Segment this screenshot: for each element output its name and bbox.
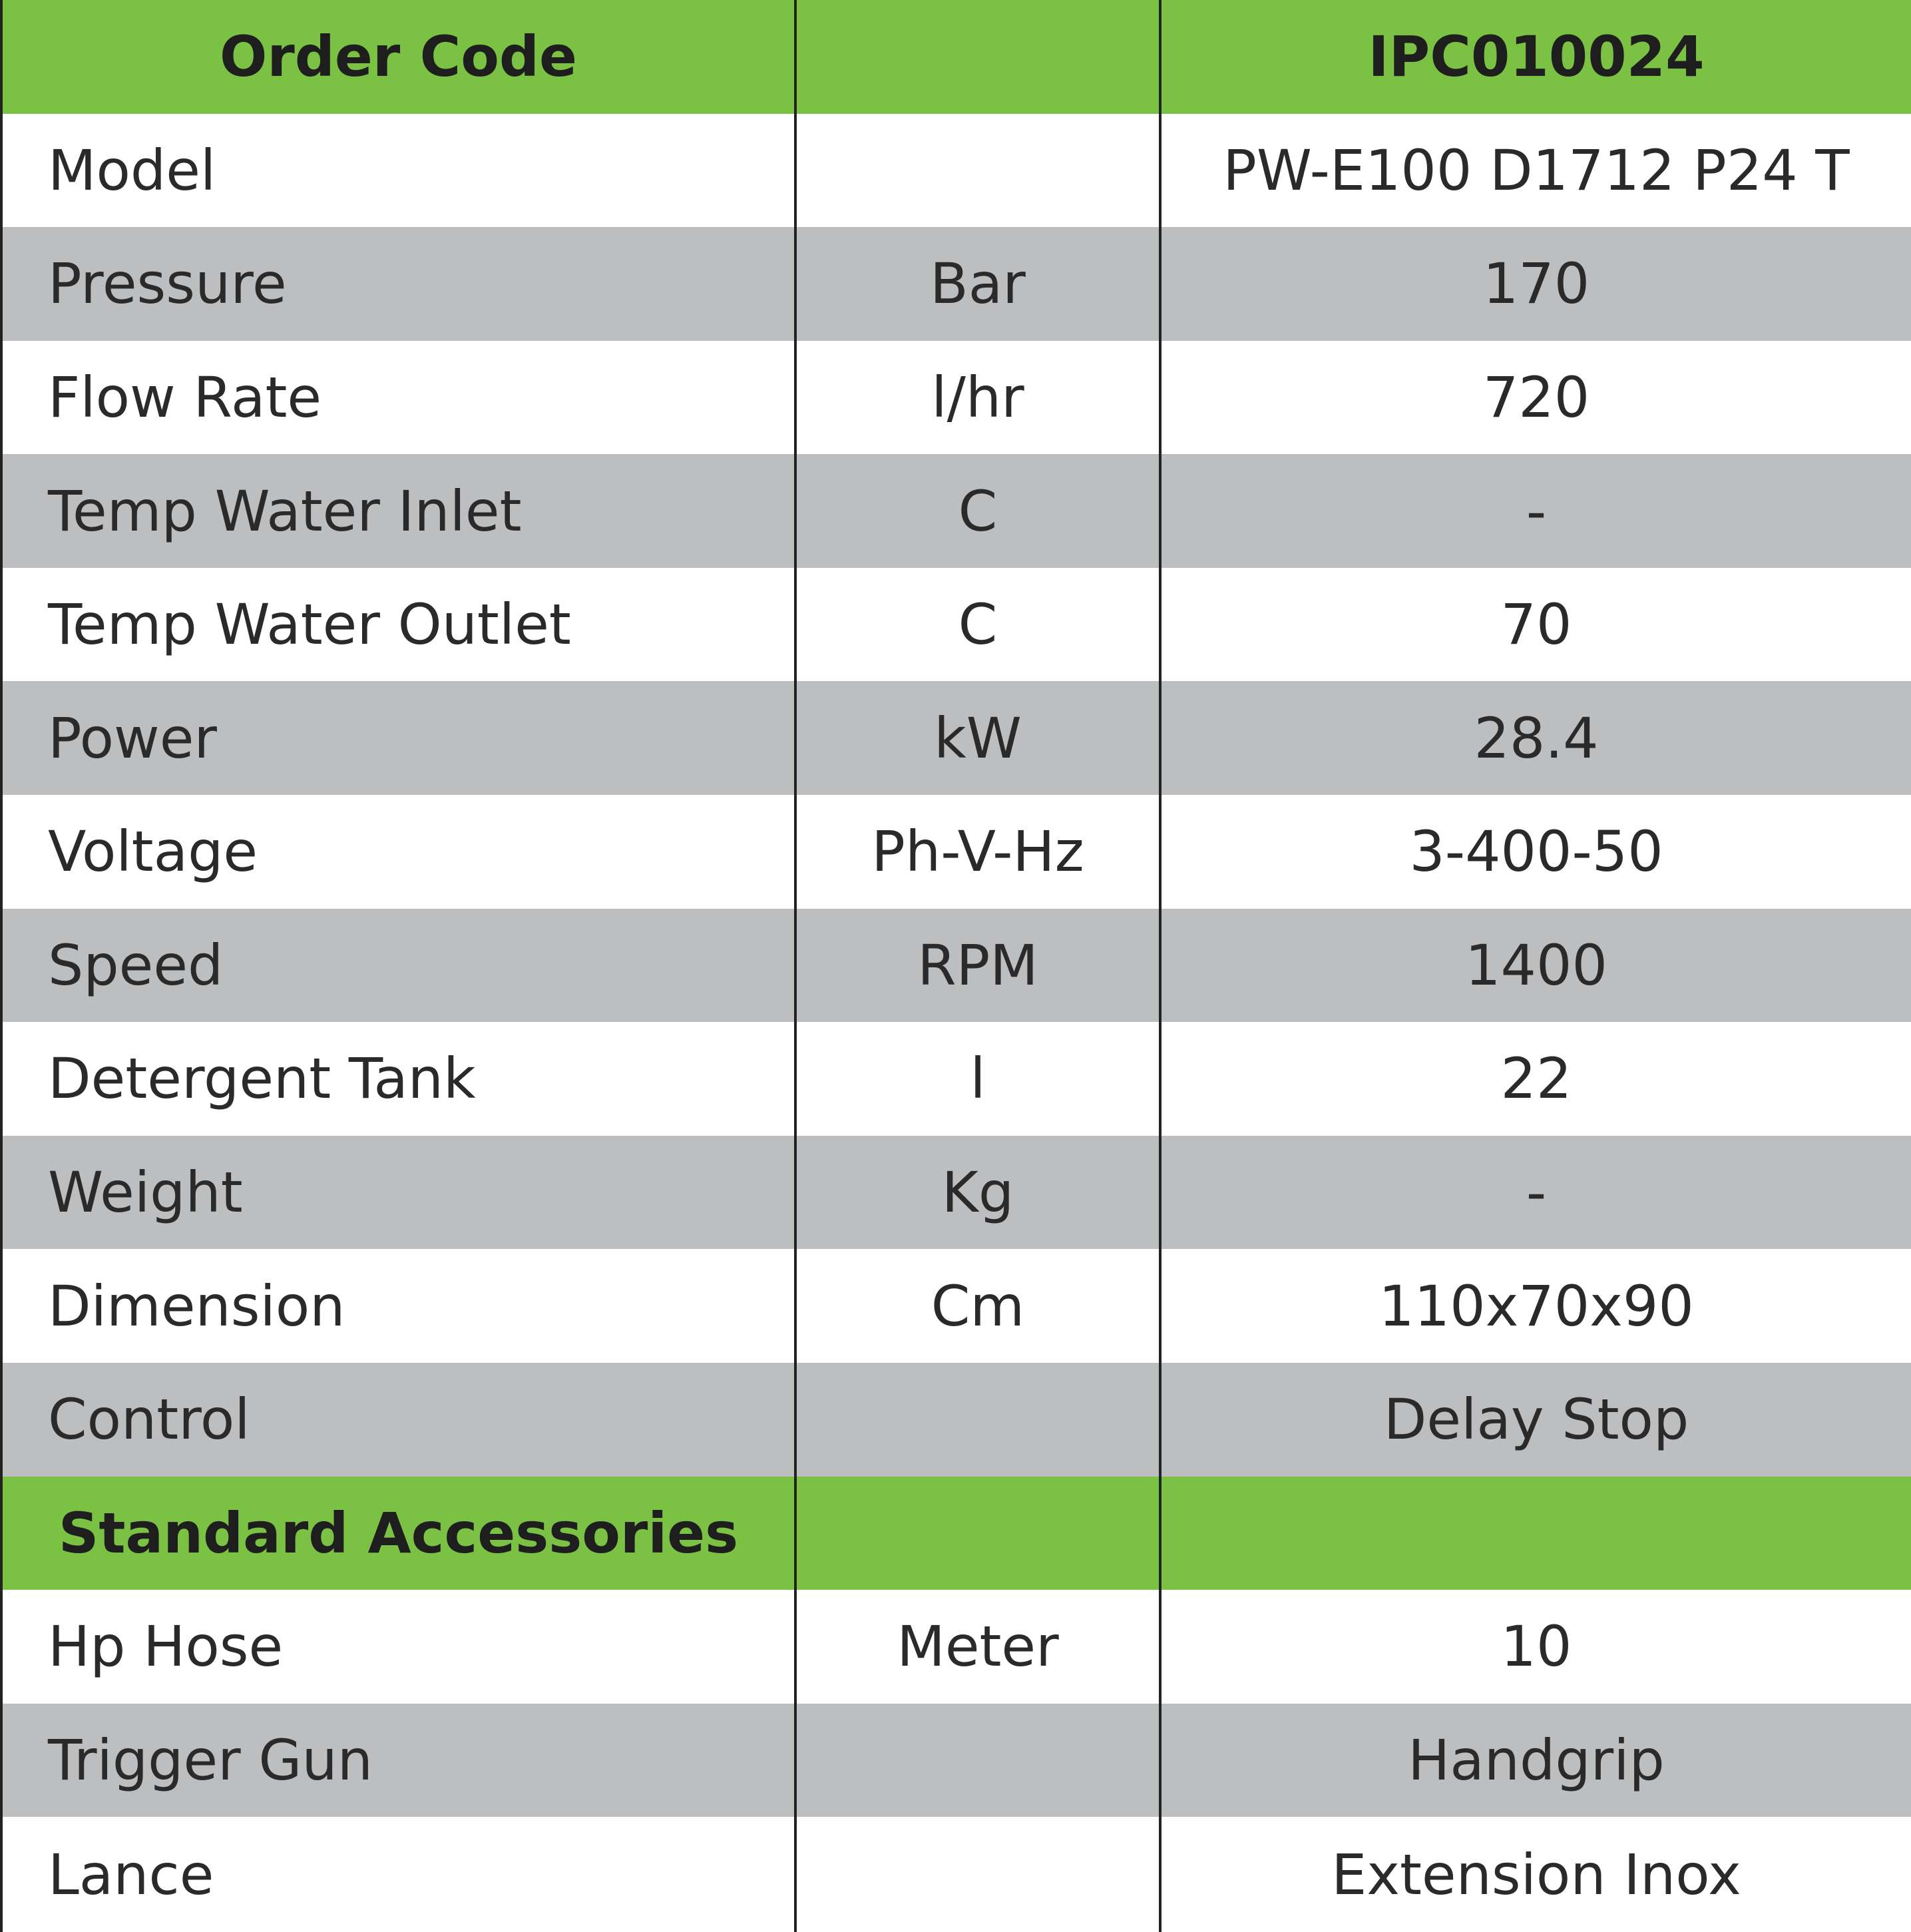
param-name: Speed xyxy=(1,909,795,1023)
accessory-value: Handgrip xyxy=(1160,1704,1911,1817)
param-name: Control xyxy=(1,1363,795,1477)
param-value: 720 xyxy=(1160,341,1911,455)
param-unit: kW xyxy=(795,681,1160,795)
accessory-name: Lance xyxy=(1,1817,795,1932)
spec-row-control xyxy=(1,1363,1911,1477)
spec-row-speed xyxy=(1,909,1911,1023)
param-unit xyxy=(795,114,1160,228)
standard-accessories-header-row xyxy=(1,1477,1911,1590)
param-name: Model xyxy=(1,114,795,228)
spec-row-pressure xyxy=(1,227,1911,341)
param-name: Flow Rate xyxy=(1,341,795,455)
spec-row-temp-water-inlet xyxy=(1,454,1911,568)
param-value: 110x70x90 xyxy=(1160,1249,1911,1363)
param-value: 3-400-50 xyxy=(1160,795,1911,909)
param-value: 22 xyxy=(1160,1022,1911,1136)
param-unit: Cm xyxy=(795,1249,1160,1363)
param-name: Temp Water Outlet xyxy=(1,568,795,682)
param-name: Dimension xyxy=(1,1249,795,1363)
param-value: 70 xyxy=(1160,568,1911,682)
param-name: Power xyxy=(1,681,795,795)
accessory-row-hp-hose xyxy=(1,1590,1911,1704)
accessory-name: Trigger Gun xyxy=(1,1704,795,1817)
spec-row-temp-water-outlet xyxy=(1,568,1911,682)
param-value: - xyxy=(1160,454,1911,568)
spec-row-voltage xyxy=(1,795,1911,909)
param-unit: Bar xyxy=(795,227,1160,341)
accessory-row-lance xyxy=(1,1817,1911,1932)
order-code-value: IPC010024 xyxy=(1160,0,1911,114)
accessory-unit: Meter xyxy=(795,1590,1160,1704)
param-value: 1400 xyxy=(1160,909,1911,1023)
accessory-value: Extension Inox xyxy=(1160,1817,1911,1932)
param-unit: C xyxy=(795,568,1160,682)
order-code-header-row xyxy=(1,0,1911,114)
param-unit: RPM xyxy=(795,909,1160,1023)
accessory-value: 10 xyxy=(1160,1590,1911,1704)
param-name: Pressure xyxy=(1,227,795,341)
spec-row-detergent-tank xyxy=(1,1022,1911,1136)
param-unit: l xyxy=(795,1022,1160,1136)
standard-accessories-value xyxy=(1160,1477,1911,1590)
accessory-unit xyxy=(795,1817,1160,1932)
param-value: 28.4 xyxy=(1160,681,1911,795)
param-unit: Kg xyxy=(795,1136,1160,1250)
param-name: Detergent Tank xyxy=(1,1022,795,1136)
accessory-unit xyxy=(795,1704,1160,1817)
spec-row-model xyxy=(1,114,1911,228)
order-code-label: Order Code xyxy=(1,0,795,114)
spec-row-power xyxy=(1,681,1911,795)
param-unit: C xyxy=(795,454,1160,568)
accessory-row-trigger-gun xyxy=(1,1704,1911,1817)
spec-row-flow-rate xyxy=(1,341,1911,455)
order-code-unit xyxy=(795,0,1160,114)
param-value: 170 xyxy=(1160,227,1911,341)
standard-accessories-unit xyxy=(795,1477,1160,1590)
param-value: Delay Stop xyxy=(1160,1363,1911,1477)
param-value: PW-E100 D1712 P24 T xyxy=(1160,114,1911,228)
param-unit xyxy=(795,1363,1160,1477)
param-unit: Ph-V-Hz xyxy=(795,795,1160,909)
standard-accessories-label: Standard Accessories xyxy=(1,1477,795,1590)
param-name: Temp Water Inlet xyxy=(1,454,795,568)
accessory-name: Hp Hose xyxy=(1,1590,795,1704)
param-name: Weight xyxy=(1,1136,795,1250)
param-name: Voltage xyxy=(1,795,795,909)
spec-row-dimension xyxy=(1,1249,1911,1363)
spec-row-weight xyxy=(1,1136,1911,1250)
param-unit: l/hr xyxy=(795,341,1160,455)
param-value: - xyxy=(1160,1136,1911,1250)
